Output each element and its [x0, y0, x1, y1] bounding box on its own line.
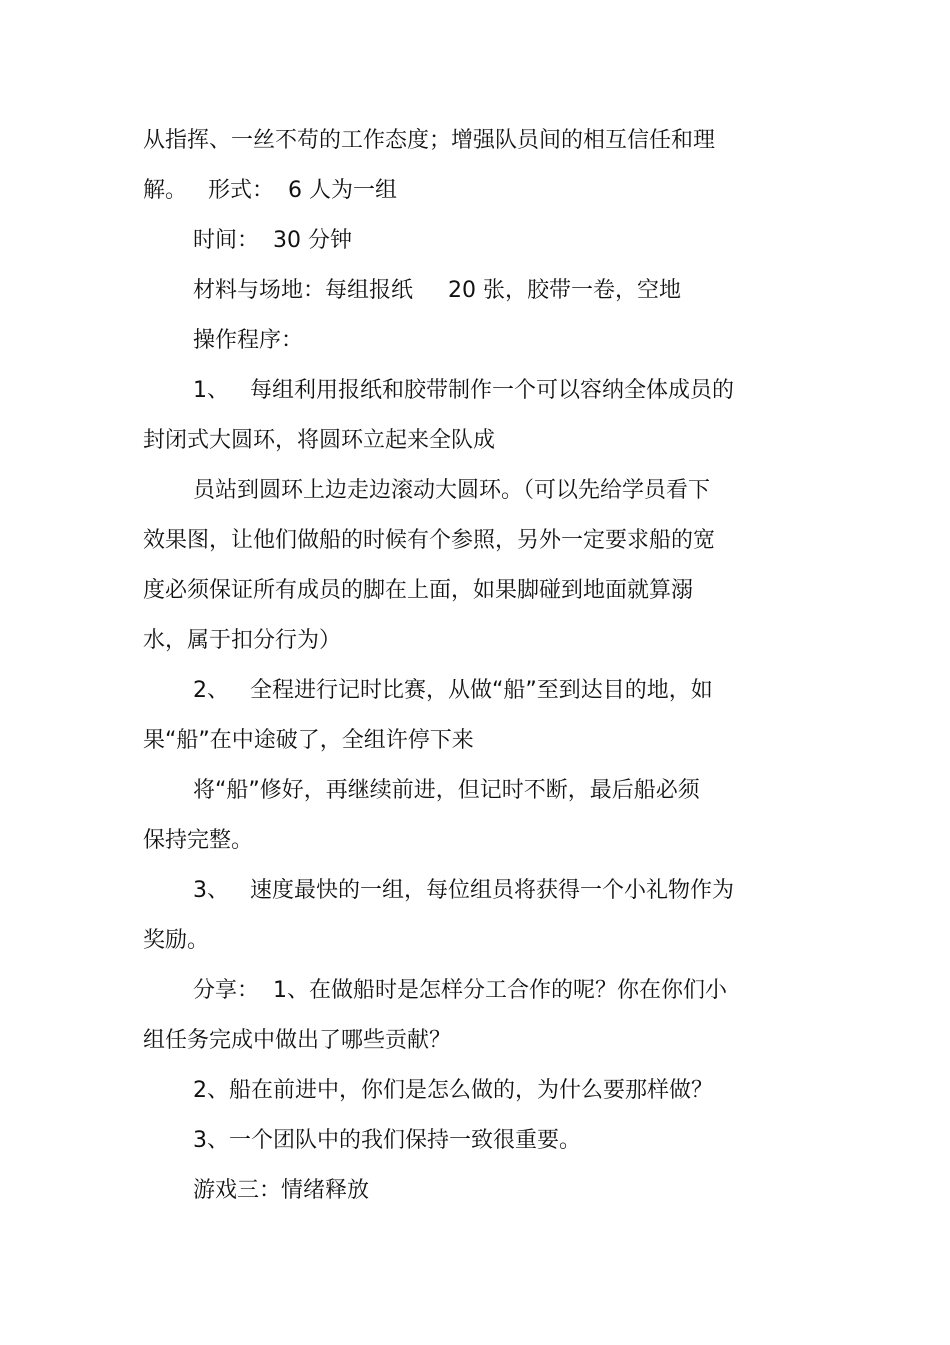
text-line: 从指挥、一丝不苟的工作态度；增强队员间的相互信任和理 [143, 128, 716, 153]
text-line: 果“船”在中途破了，全组许停下来 [143, 728, 474, 753]
text-line: 材料与场地：每组报纸 20 张，胶带一卷，空地 [193, 278, 681, 303]
text-line: 2、船在前进中，你们是怎么做的，为什么要那样做？ [193, 1078, 713, 1103]
text-line: 保持完整。 [143, 828, 254, 853]
text-line: 3、 速度最快的一组，每位组员将获得一个小礼物作为 [193, 878, 734, 903]
text-line: 3、一个团队中的我们保持一致很重要。 [193, 1128, 581, 1153]
text-line: 时间： 30 分钟 [193, 228, 352, 253]
text-line: 1、 每组利用报纸和胶带制作一个可以容纳全体成员的 [193, 378, 734, 403]
text-line: 封闭式大圆环，将圆环立起来全队成 [143, 428, 496, 453]
text-line: 奖励。 [143, 928, 210, 953]
text-line: 解。 形式： 6 人为一组 [143, 178, 397, 203]
text-line: 将“船”修好，再继续前进，但记时不断，最后船必须 [193, 778, 700, 803]
text-line: 分享： 1、在做船时是怎样分工合作的呢？你在你们小 [193, 978, 727, 1003]
text-line: 水，属于扣分行为） [143, 628, 342, 653]
text-line: 组任务完成中做出了哪些贡献？ [143, 1028, 452, 1053]
text-line: 度必须保证所有成员的脚在上面，如果脚碰到地面就算溺 [143, 578, 694, 603]
section-heading: 游戏三：情绪释放 [193, 1178, 370, 1203]
text-line: 员站到圆环上边走边滚动大圆环。（可以先给学员看下 [193, 478, 711, 503]
text-line: 效果图，让他们做船的时候有个参照，另外一定要求船的宽 [143, 528, 716, 553]
text-line: 2、 全程进行记时比赛，从做“船”至到达目的地，如 [193, 678, 713, 703]
text-line: 操作程序： [193, 328, 304, 353]
